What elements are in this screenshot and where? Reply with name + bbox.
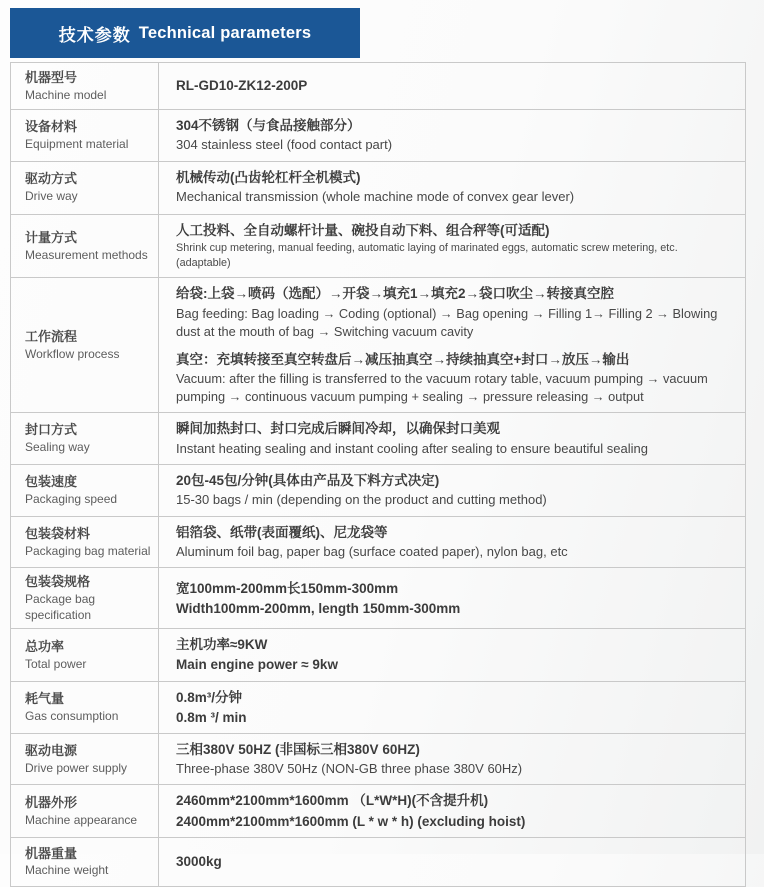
param-value-cell xyxy=(159,161,746,214)
param-label-cell xyxy=(11,214,159,278)
param-label-zh: 包装袋规格 xyxy=(25,574,91,590)
table-row xyxy=(11,214,746,278)
param-value-line: 304 stainless steel (food contact part) xyxy=(176,137,393,153)
param-label-cell xyxy=(11,278,159,413)
param-value-cell xyxy=(159,681,746,733)
param-label-cell xyxy=(11,161,159,214)
param-value-line: 铝箔袋、纸带(表面覆纸)、尼龙袋等 xyxy=(176,524,388,540)
param-label-cell xyxy=(11,681,159,733)
param-value-cell xyxy=(159,785,746,837)
param-value-line: 真空：充填转接至真空转盘后→减压抽真空→持续抽真空+封口→放压→输出 xyxy=(176,351,630,367)
table-row xyxy=(11,629,746,681)
param-value-cell xyxy=(159,278,746,413)
param-label-zh: 封口方式 xyxy=(25,422,78,438)
param-label-cell xyxy=(11,568,159,629)
section-title-banner xyxy=(10,8,360,58)
param-label-en: Drive power supply xyxy=(25,760,128,775)
param-label-zh: 机器型号 xyxy=(25,69,78,85)
table-row xyxy=(11,63,746,110)
param-value-cell xyxy=(159,629,746,681)
param-value-line: Instant heating sealing and instant cooling after sealing to ensure beautiful sealing xyxy=(176,440,648,456)
table-row xyxy=(11,837,746,886)
param-label-zh: 包装速度 xyxy=(25,474,78,490)
param-label-zh: 耗气量 xyxy=(25,690,65,706)
param-value-line: 给袋:上袋→喷码（选配）→开袋→填充1→填充2→袋口吹尘→转接真空腔 xyxy=(176,286,615,302)
param-value-cell xyxy=(159,214,746,278)
param-value-line: 人工投料、全自动螺杆计量、碗投自动下料、组合秤等(可适配) xyxy=(176,222,550,238)
param-label-cell xyxy=(11,464,159,516)
param-value-cell xyxy=(159,516,746,568)
param-label-en: Package bag specification xyxy=(25,592,96,622)
param-value-line: 15-30 bags / min (depending on the product and cutting method) xyxy=(176,492,547,508)
param-value-line: 三相380V 50HZ (非国标三相380V 60HZ) xyxy=(176,741,420,757)
param-label-en: Drive way xyxy=(25,189,78,204)
param-value-line: 2400mm*2100mm*1600mm (L * w * h) (excluding hoist) xyxy=(176,813,526,829)
param-value-cell xyxy=(159,63,746,110)
param-label-en: Sealing way xyxy=(25,440,90,455)
param-value-line: 304不锈钢（与食品接触部分） xyxy=(176,118,361,133)
param-value-line: Width100mm-200mm, length 150mm-300mm xyxy=(176,600,461,616)
param-value-cell xyxy=(159,464,746,516)
param-label-en: Total power xyxy=(25,656,87,671)
table-row xyxy=(11,681,746,733)
spec-table-body xyxy=(11,63,746,887)
param-label-en: Machine appearance xyxy=(25,812,138,827)
param-label-zh: 驱动电源 xyxy=(25,742,78,758)
param-label-cell xyxy=(11,785,159,837)
param-label-en: Machine model xyxy=(25,87,107,102)
table-row xyxy=(11,278,746,413)
param-label-cell xyxy=(11,413,159,465)
param-label-en: Packaging speed xyxy=(25,491,118,506)
param-value-line: Main engine power ≈ 9kw xyxy=(176,657,338,673)
table-row xyxy=(11,568,746,629)
param-value-line: 0.8m³/分钟 xyxy=(176,689,243,705)
param-value-line: RL-GD10-ZK12-200P xyxy=(176,78,308,94)
param-value-line: 主机功率≈9KW xyxy=(176,637,268,653)
section-title-en: Technical parameters xyxy=(138,23,312,42)
table-row xyxy=(11,733,746,785)
param-value-line: 0.8m ³/ min xyxy=(176,709,247,725)
param-label-cell xyxy=(11,837,159,886)
param-label-en: Measurement methods xyxy=(25,247,148,262)
param-value-cell xyxy=(159,110,746,162)
param-label-cell xyxy=(11,63,159,110)
table-row xyxy=(11,161,746,214)
table-row xyxy=(11,785,746,837)
param-value-line: 3000kg xyxy=(176,854,222,870)
param-label-en: Gas consumption xyxy=(25,708,119,723)
param-label-en: Workflow process xyxy=(25,347,120,362)
table-row xyxy=(11,110,746,162)
param-value-cell xyxy=(159,733,746,785)
param-label-en: Packaging bag material xyxy=(25,543,151,558)
section-title-zh: 技术参数 xyxy=(58,25,131,45)
param-value-line: Shrink cup metering, manual feeding, automatic laying of marinated eggs, automatic screw metering, etc. (adaptable) xyxy=(176,241,678,270)
param-value-line: 瞬间加热封口、封口完成后瞬间冷却，以确保封口美观 xyxy=(176,421,500,437)
param-value-line: 机械传动(凸齿轮杠杆全机模式) xyxy=(176,170,361,186)
param-label-zh: 设备材料 xyxy=(25,119,78,135)
param-value-line: 2460mm*2100mm*1600mm （L*W*H)(不含提升机) xyxy=(176,793,489,809)
table-row xyxy=(11,413,746,465)
param-label-cell xyxy=(11,110,159,162)
param-value-cell xyxy=(159,413,746,465)
param-label-cell xyxy=(11,733,159,785)
param-value-cell xyxy=(159,837,746,886)
param-value-line: Mechanical transmission (whole machine mode of convex gear lever) xyxy=(176,189,575,205)
param-value-cell xyxy=(159,568,746,629)
param-value-line: 20包-45包/分钟(具体由产品及下料方式决定) xyxy=(176,472,440,488)
param-value-line: Three-phase 380V 50Hz (NON-GB three phase 380V 60Hz) xyxy=(176,761,523,776)
param-label-en: Equipment material xyxy=(25,136,129,151)
param-label-zh: 机器重量 xyxy=(25,845,78,861)
param-label-zh: 包装袋材料 xyxy=(25,525,91,541)
param-value-line: Vacuum: after the filling is transferred to the vacuum rotary table, vacuum pumping → vacuum pumping → continuous vacuum pumping + sealing → pressure releasing → output xyxy=(176,371,708,405)
param-label-cell xyxy=(11,629,159,681)
param-value-line: Bag feeding: Bag loading → Coding (optional) → Bag opening → Filling 1→ Filling 2 → Blowing dust at the mouth of bag → Switching vacuum cavity xyxy=(176,305,718,339)
spec-table xyxy=(10,62,746,887)
param-label-zh: 机器外形 xyxy=(25,794,78,810)
param-label-zh: 总功率 xyxy=(25,638,65,654)
table-row xyxy=(11,516,746,568)
param-label-zh: 计量方式 xyxy=(25,229,78,245)
table-row xyxy=(11,464,746,516)
param-label-cell xyxy=(11,516,159,568)
param-label-en: Machine weight xyxy=(25,863,109,878)
param-label-zh: 工作流程 xyxy=(25,329,78,345)
param-label-zh: 驱动方式 xyxy=(25,171,78,187)
param-value-line: 宽100mm-200mm长150mm-300mm xyxy=(176,580,399,596)
param-value-line: Aluminum foil bag, paper bag (surface coated paper), nylon bag, etc xyxy=(176,543,568,559)
